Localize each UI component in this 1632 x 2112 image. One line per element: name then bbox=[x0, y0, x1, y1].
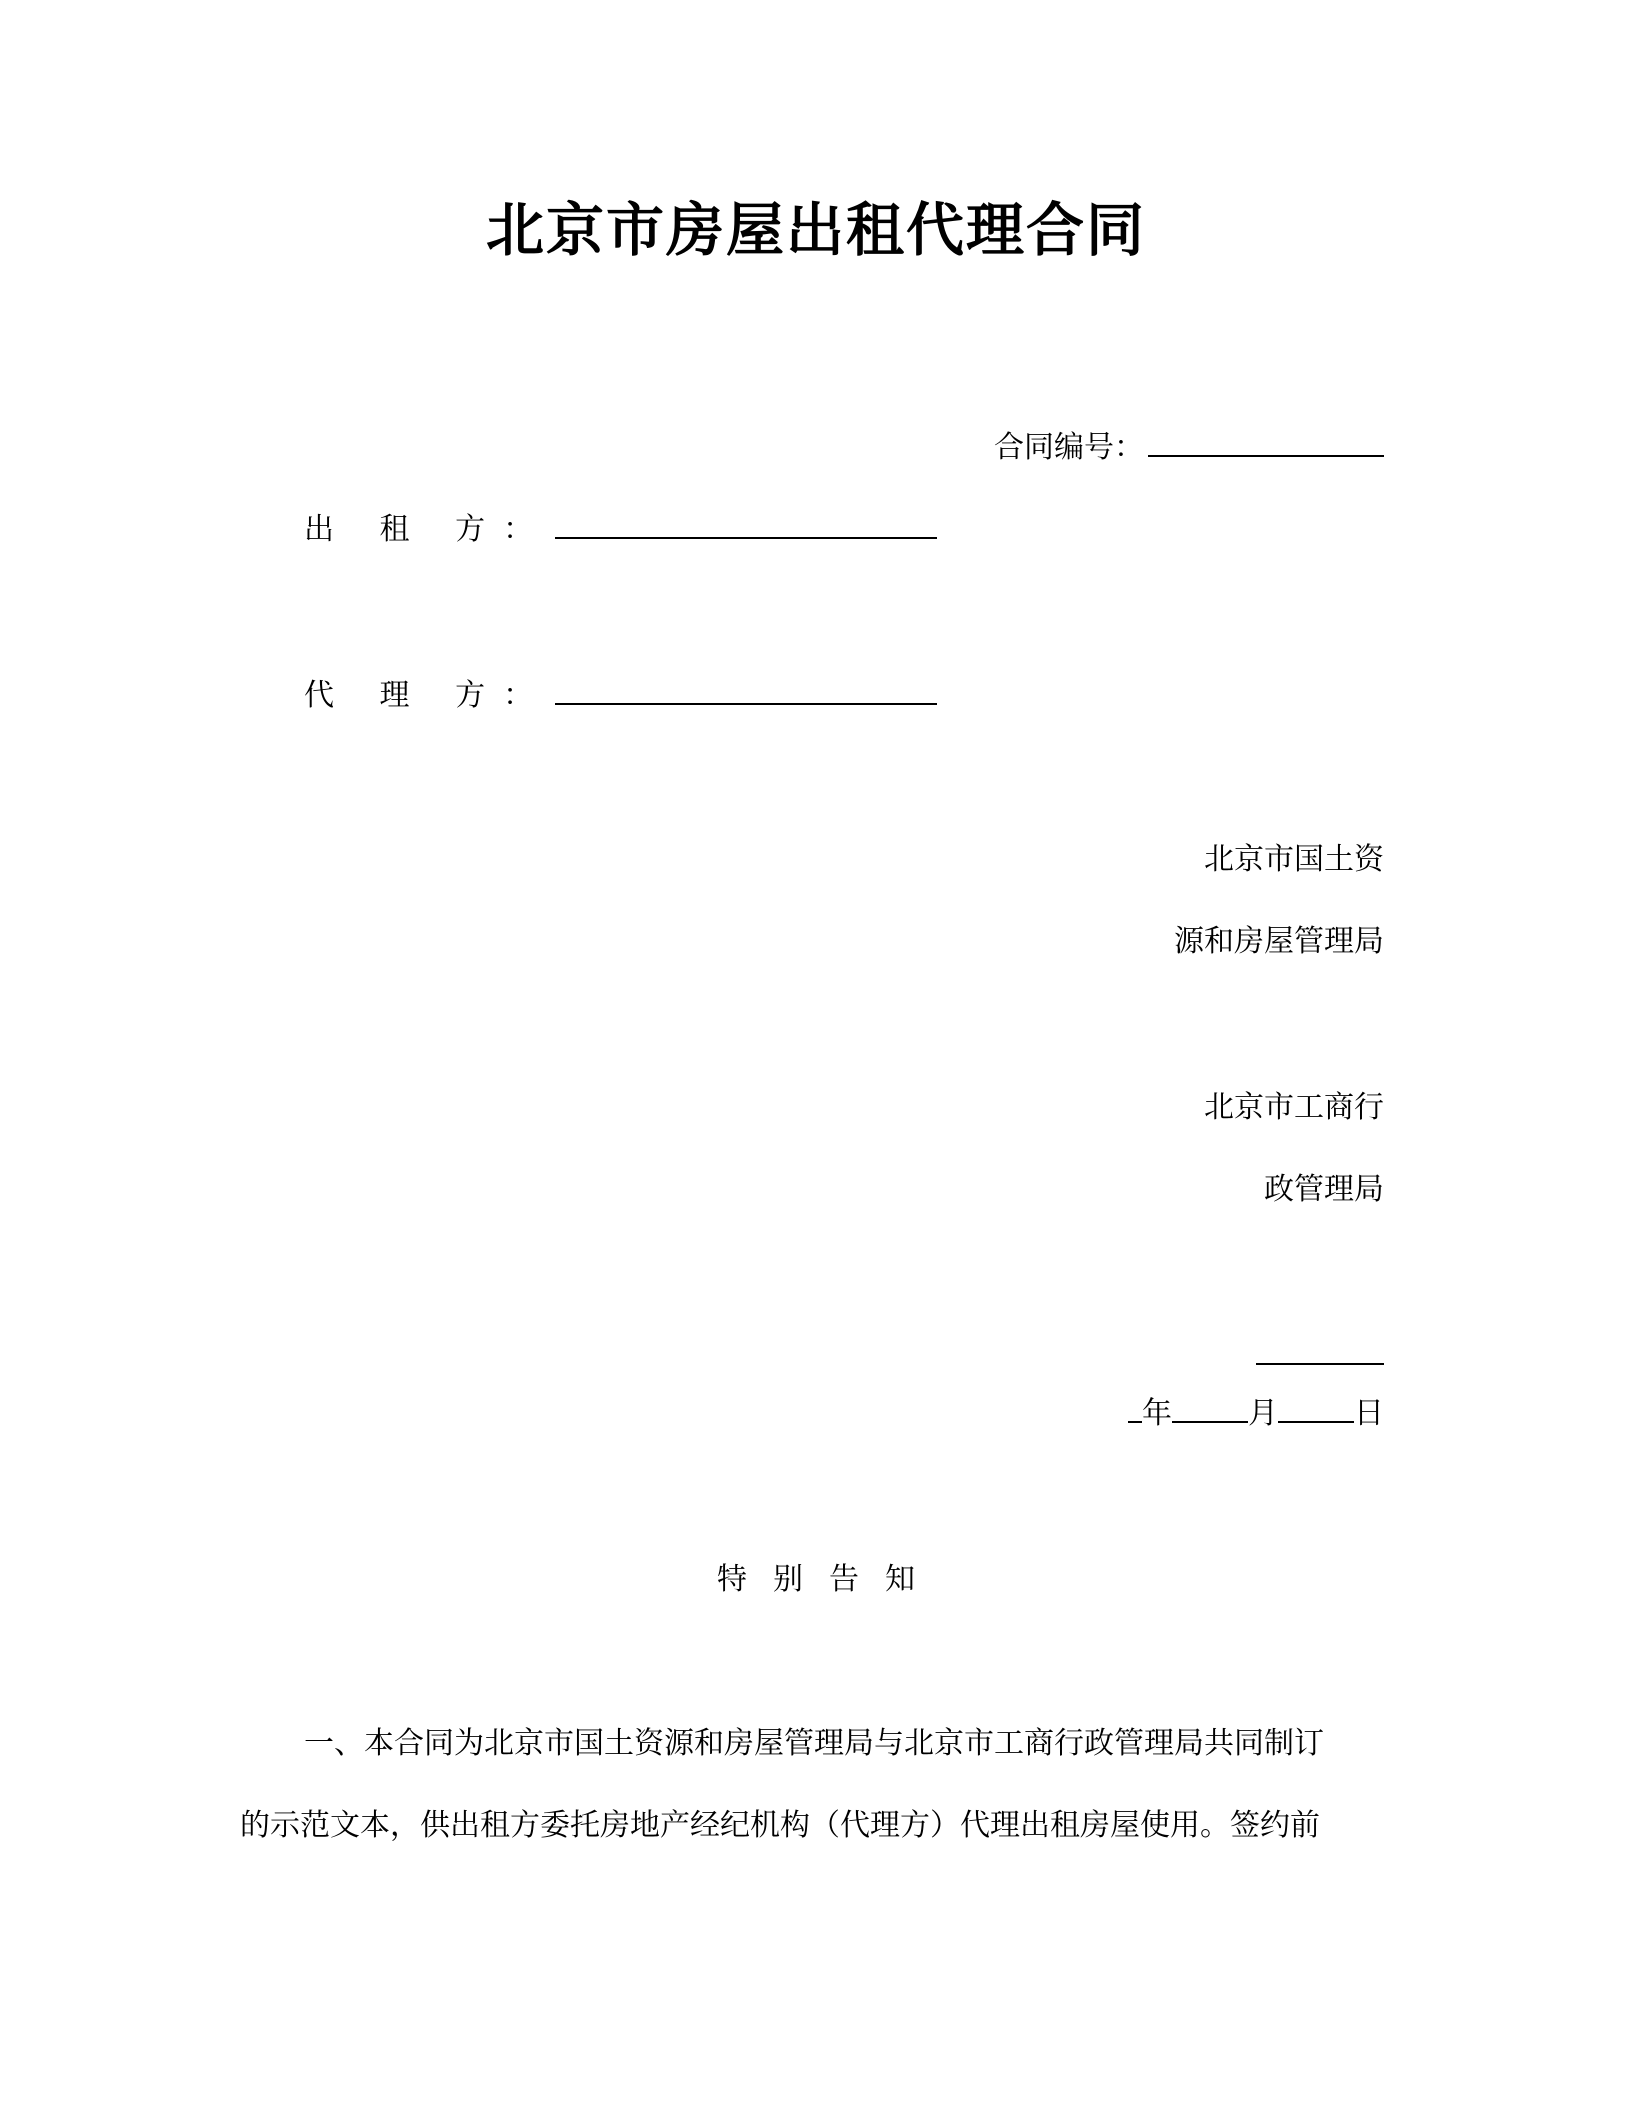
date-day-label: 日 bbox=[1354, 1396, 1384, 1431]
date-day-blank bbox=[1278, 1420, 1354, 1423]
agent-label: 代 理 方： bbox=[304, 678, 552, 713]
date-month-blank bbox=[1172, 1420, 1248, 1423]
document-title: 北京市房屋出租代理合同 bbox=[485, 196, 1146, 264]
issuer-1-line-2: 源和房屋管理局 bbox=[1174, 924, 1384, 959]
agent-field bbox=[304, 674, 937, 718]
lessor-field bbox=[304, 508, 937, 552]
contract-number-label: 合同编号： bbox=[994, 430, 1144, 465]
date-year-blank bbox=[1256, 1362, 1384, 1365]
lessor-blank bbox=[555, 536, 937, 539]
contract-number-blank bbox=[1148, 454, 1384, 457]
issuer-1-line-1: 北京市国土资 bbox=[1204, 842, 1384, 877]
date-year-label: 年 bbox=[1142, 1396, 1172, 1431]
paragraph-line-2: 的示范文本，供出租方委托房地产经纪机构（代理方）代理出租房屋使用。签约前 bbox=[240, 1808, 1320, 1843]
agent-blank bbox=[555, 702, 937, 705]
issuer-2-line-2: 政管理局 bbox=[1264, 1172, 1384, 1207]
date-year-blank-tail bbox=[1128, 1420, 1142, 1423]
lessor-label: 出 租 方： bbox=[304, 512, 552, 547]
notice-heading: 特别告知 bbox=[717, 1562, 941, 1597]
issuer-2-line-1: 北京市工商行 bbox=[1204, 1090, 1384, 1125]
date-field bbox=[1128, 1392, 1384, 1436]
date-month-label: 月 bbox=[1248, 1396, 1278, 1431]
paragraph-line-1: 一、本合同为北京市国土资源和房屋管理局与北京市工商行政管理局共同制订 bbox=[304, 1726, 1324, 1761]
contract-number-field bbox=[994, 426, 1384, 470]
